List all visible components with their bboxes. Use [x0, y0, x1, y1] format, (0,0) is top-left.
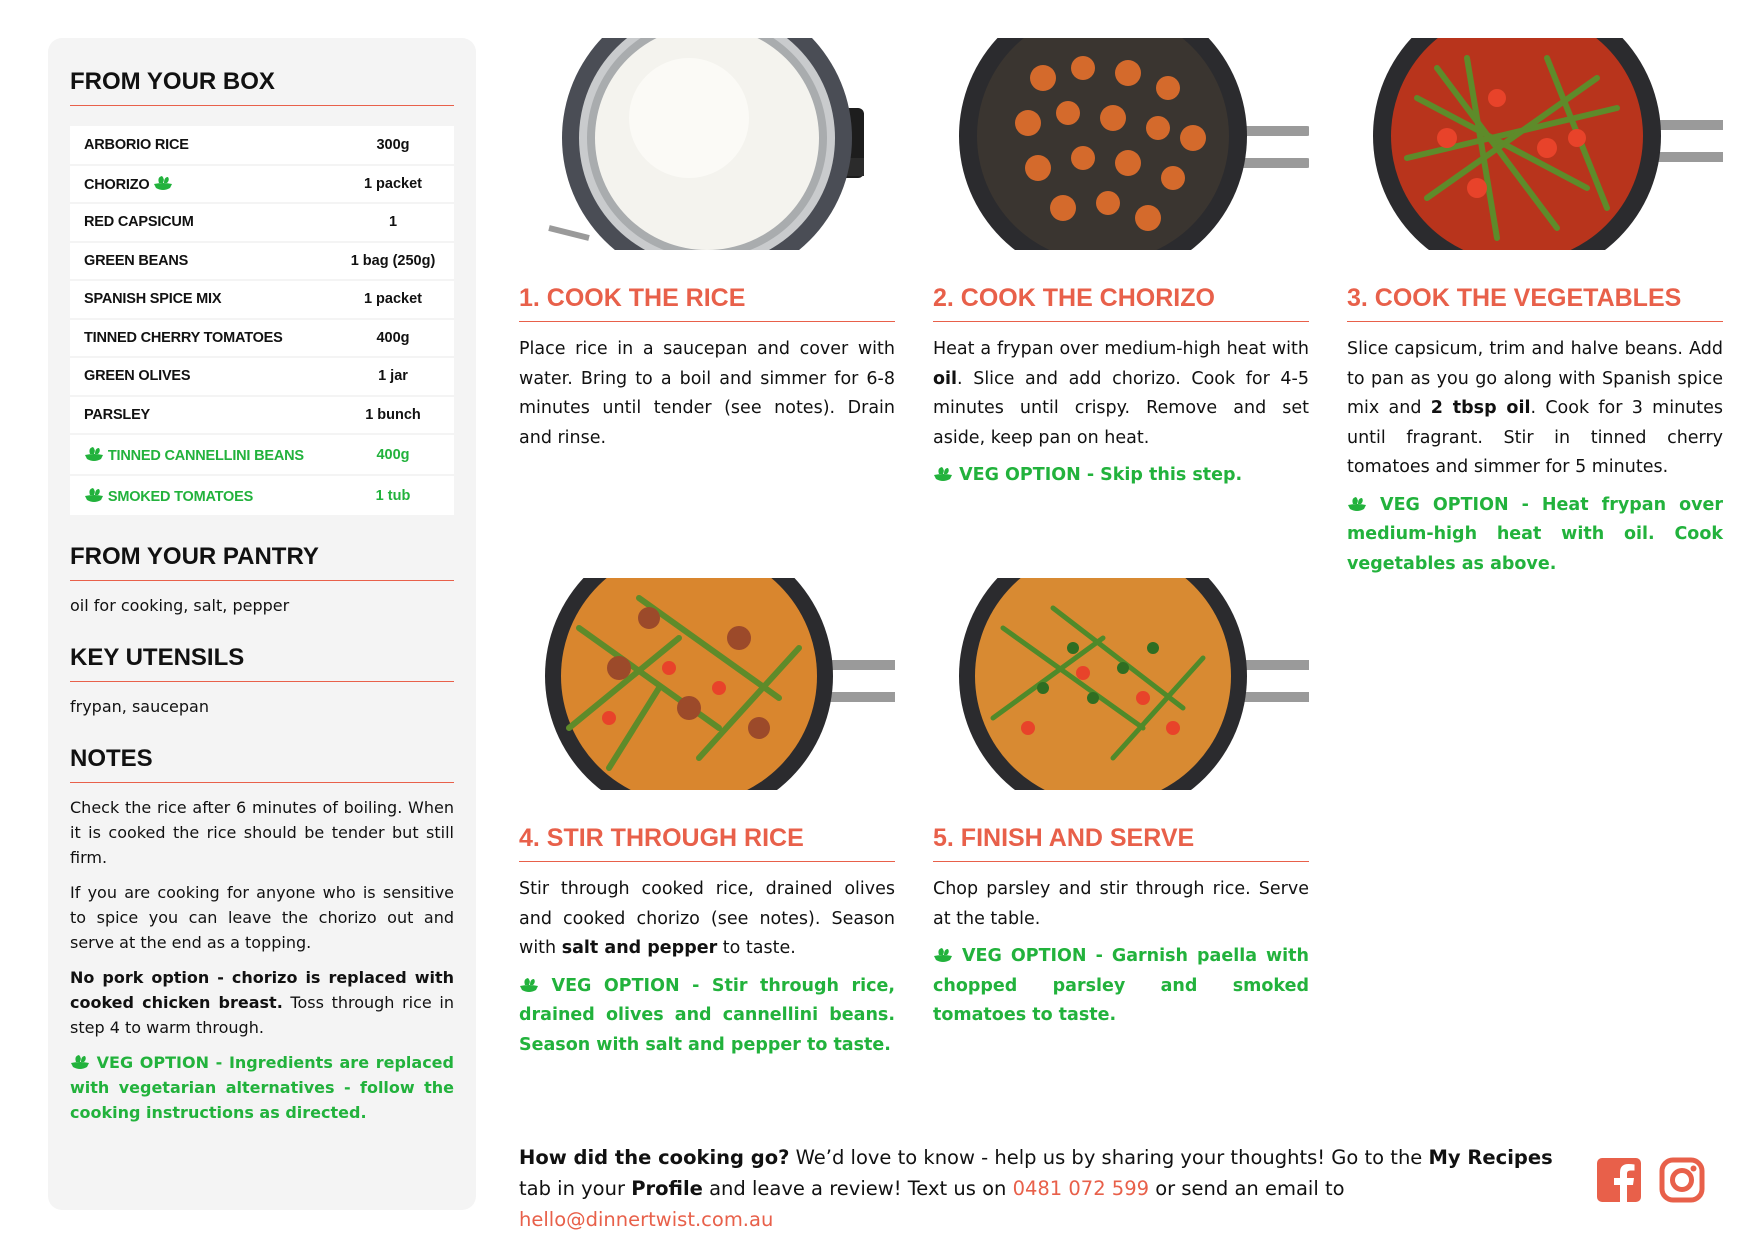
step-2-veg-option: [933, 461, 1309, 491]
footer-text-4: or send an email to: [1149, 1177, 1345, 1200]
footer-question: How did the cooking go?: [519, 1146, 790, 1169]
ingredient-row: [70, 396, 454, 435]
finished-paella-photo: [933, 578, 1309, 790]
ingredient-name: [70, 203, 332, 242]
notes-heading: NOTES: [70, 745, 454, 783]
ingredient-qty: 400g: [332, 434, 454, 475]
ingredient-name: [70, 319, 332, 358]
step-3: [1347, 38, 1723, 579]
ingredient-row: [70, 203, 454, 242]
step-5: [933, 578, 1309, 1031]
instagram-icon[interactable]: [1659, 1157, 1705, 1203]
ingredient-row: [70, 434, 454, 475]
chorizo-pan-photo: [933, 38, 1309, 250]
ingredients-panel: [48, 38, 476, 1210]
note-veg-option: [70, 1050, 454, 1125]
rice-strainer-photo: [519, 38, 895, 250]
ingredient-name-text: GREEN OLIVES: [84, 368, 191, 385]
facebook-icon[interactable]: [1596, 1157, 1642, 1203]
ingredient-name-text: CHORIZO: [84, 176, 150, 193]
leaf-icon: [84, 487, 104, 504]
ingredient-row: [70, 280, 454, 319]
step-3-text-b: . Cook for 3 minutes until fragrant. Stir in tinned cherry tomatoes and simmer for 5 minutes.: [1347, 398, 1723, 477]
ingredient-name: [70, 126, 332, 165]
note-no-pork: [70, 965, 454, 1040]
footer-text-3: and leave a review! Text us on: [702, 1177, 1013, 1200]
footer-phone-link[interactable]: 0481 072 599: [1012, 1177, 1150, 1200]
footer-profile: Profile: [631, 1177, 703, 1200]
ingredient-row: [70, 242, 454, 281]
note-no-pork-rest: Toss through rice in step 4 to warm through.: [70, 993, 454, 1037]
ingredient-row: [70, 357, 454, 396]
note-no-pork-bold: No pork option - chorizo is replaced with cooked chicken breast.: [70, 968, 454, 1012]
step-4-veg-option: [519, 972, 895, 1061]
step-2-text: [933, 335, 1309, 453]
step-5-text: Chop parsley and stir through rice. Serve at the table.: [933, 879, 1309, 929]
ingredient-qty: 1 packet: [332, 165, 454, 204]
leaf-icon: [933, 947, 953, 964]
ingredient-row: [70, 475, 454, 516]
step-1-title: 1. COOK THE RICE: [519, 284, 895, 322]
leaf-icon: [933, 466, 953, 483]
vegetables-pan-photo: [1347, 38, 1723, 250]
utensils-text: frypan, saucepan: [70, 697, 209, 716]
leaf-icon: [84, 446, 104, 463]
step-1: [519, 38, 895, 453]
ingredient-name: [70, 434, 332, 475]
step-3-veg-option: [1347, 491, 1723, 580]
ingredient-name-text: TINNED CHERRY TOMATOES: [84, 329, 283, 346]
ingredient-qty: 1 jar: [332, 357, 454, 396]
ingredient-name-text: GREEN BEANS: [84, 252, 189, 269]
step-2-title: 2. COOK THE CHORIZO: [933, 284, 1309, 322]
pantry-text: oil for cooking, salt, pepper: [70, 596, 290, 615]
leaf-icon: [519, 977, 539, 994]
ingredients-table: [70, 126, 454, 517]
step-3-text-a: Slice capsicum, trim and halve beans. Add to pan as you go along with Spanish spice mix and: [1347, 339, 1723, 418]
footer-text-2: tab in your: [519, 1177, 632, 1200]
ingredient-qty: 1 bag (250g): [332, 242, 454, 281]
note-veg-text: VEG OPTION - Ingredients are replaced with vegetarian alternatives - follow the cooking instructions as directed.: [70, 1053, 454, 1122]
footer-my-recipes: My Recipes: [1428, 1146, 1553, 1169]
ingredient-name-text: PARSLEY: [84, 406, 151, 423]
step-4: [519, 578, 895, 1060]
ingredient-name: [70, 280, 332, 319]
ingredient-name: [70, 165, 332, 204]
footer-email-link[interactable]: hello@dinnertwist.com.au: [519, 1208, 774, 1231]
review-footer: [519, 1142, 1569, 1235]
ingredient-name-text: SMOKED TOMATOES: [107, 488, 254, 505]
step-1-text: Place rice in a saucepan and cover with water. Bring to a boil and simmer for 6-8 minutes until tender (see notes). Drain and rinse.: [519, 339, 895, 448]
step-5-veg-option: [933, 942, 1309, 1031]
note-spice: If you are cooking for anyone who is sensitive to spice you can leave the chorizo out and serve at the end as a topping.: [70, 883, 454, 952]
ingredient-qty: 1 tub: [332, 475, 454, 516]
ingredient-row: [70, 319, 454, 358]
ingredient-qty: 400g: [332, 319, 454, 358]
ingredient-row: [70, 165, 454, 204]
leaf-icon: [70, 1054, 90, 1071]
ingredient-name: [70, 357, 332, 396]
step-4-text-a: Stir through cooked rice, drained olives and cooked chorizo (see notes). Season with: [519, 879, 895, 958]
step-4-veg-text: VEG OPTION - Stir through rice, drained olives and cannellini beans. Season with salt and pepper to taste.: [519, 975, 895, 1055]
notes-section: [70, 795, 454, 1125]
ingredient-qty: 300g: [332, 126, 454, 165]
pantry-heading: FROM YOUR PANTRY: [70, 543, 454, 581]
from-box-heading: FROM YOUR BOX: [70, 68, 454, 106]
step-2-text-a: Heat a frypan over medium-high heat with: [933, 339, 1309, 359]
leaf-icon: [1347, 496, 1367, 513]
step-2-text-b: . Slice and add chorizo. Cook for 4-5 minutes until crispy. Remove and set aside, keep pan on heat.: [933, 368, 1309, 448]
ingredient-name: [70, 242, 332, 281]
step-4-text: [519, 875, 895, 964]
step-2-veg-text: VEG OPTION - Skip this step.: [959, 465, 1243, 485]
footer-text-1: We’d love to know - help us by sharing your thoughts! Go to the: [789, 1146, 1429, 1169]
utensils-heading: KEY UTENSILS: [70, 644, 454, 682]
leaf-icon: [153, 175, 173, 192]
ingredient-name-text: TINNED CANNELLINI BEANS: [107, 447, 304, 464]
ingredient-name-text: SPANISH SPICE MIX: [84, 291, 222, 308]
step-2: [933, 38, 1309, 491]
paella-rice-photo: [519, 578, 895, 790]
step-3-title: 3. COOK THE VEGETABLES: [1347, 284, 1723, 322]
step-3-veg-text: VEG OPTION - Heat frypan over medium-high heat with oil. Cook vegetables as above.: [1347, 494, 1724, 574]
step-3-text-bold: 2 tbsp oil: [1430, 398, 1531, 418]
step-5-title: 5. FINISH AND SERVE: [933, 824, 1309, 862]
ingredient-name: [70, 475, 332, 516]
note-rice: Check the rice after 6 minutes of boiling. When it is cooked the rice should be tender but still firm.: [70, 798, 454, 867]
step-4-text-b: to taste.: [717, 938, 796, 958]
ingredient-name-text: ARBORIO RICE: [84, 136, 189, 153]
step-5-veg-text: VEG OPTION - Garnish paella with chopped parsley and smoked tomatoes to taste.: [933, 946, 1309, 1025]
ingredient-row: [70, 126, 454, 165]
step-4-title: 4. STIR THROUGH RICE: [519, 824, 895, 862]
ingredient-qty: 1 packet: [332, 280, 454, 319]
step-4-text-bold: salt and pepper: [561, 938, 718, 958]
ingredient-name: [70, 396, 332, 435]
ingredient-qty: 1 bunch: [332, 396, 454, 435]
step-3-text: [1347, 335, 1723, 483]
ingredient-name-text: RED CAPSICUM: [84, 214, 194, 231]
ingredient-qty: 1: [332, 203, 454, 242]
step-2-text-bold: oil: [933, 368, 958, 389]
